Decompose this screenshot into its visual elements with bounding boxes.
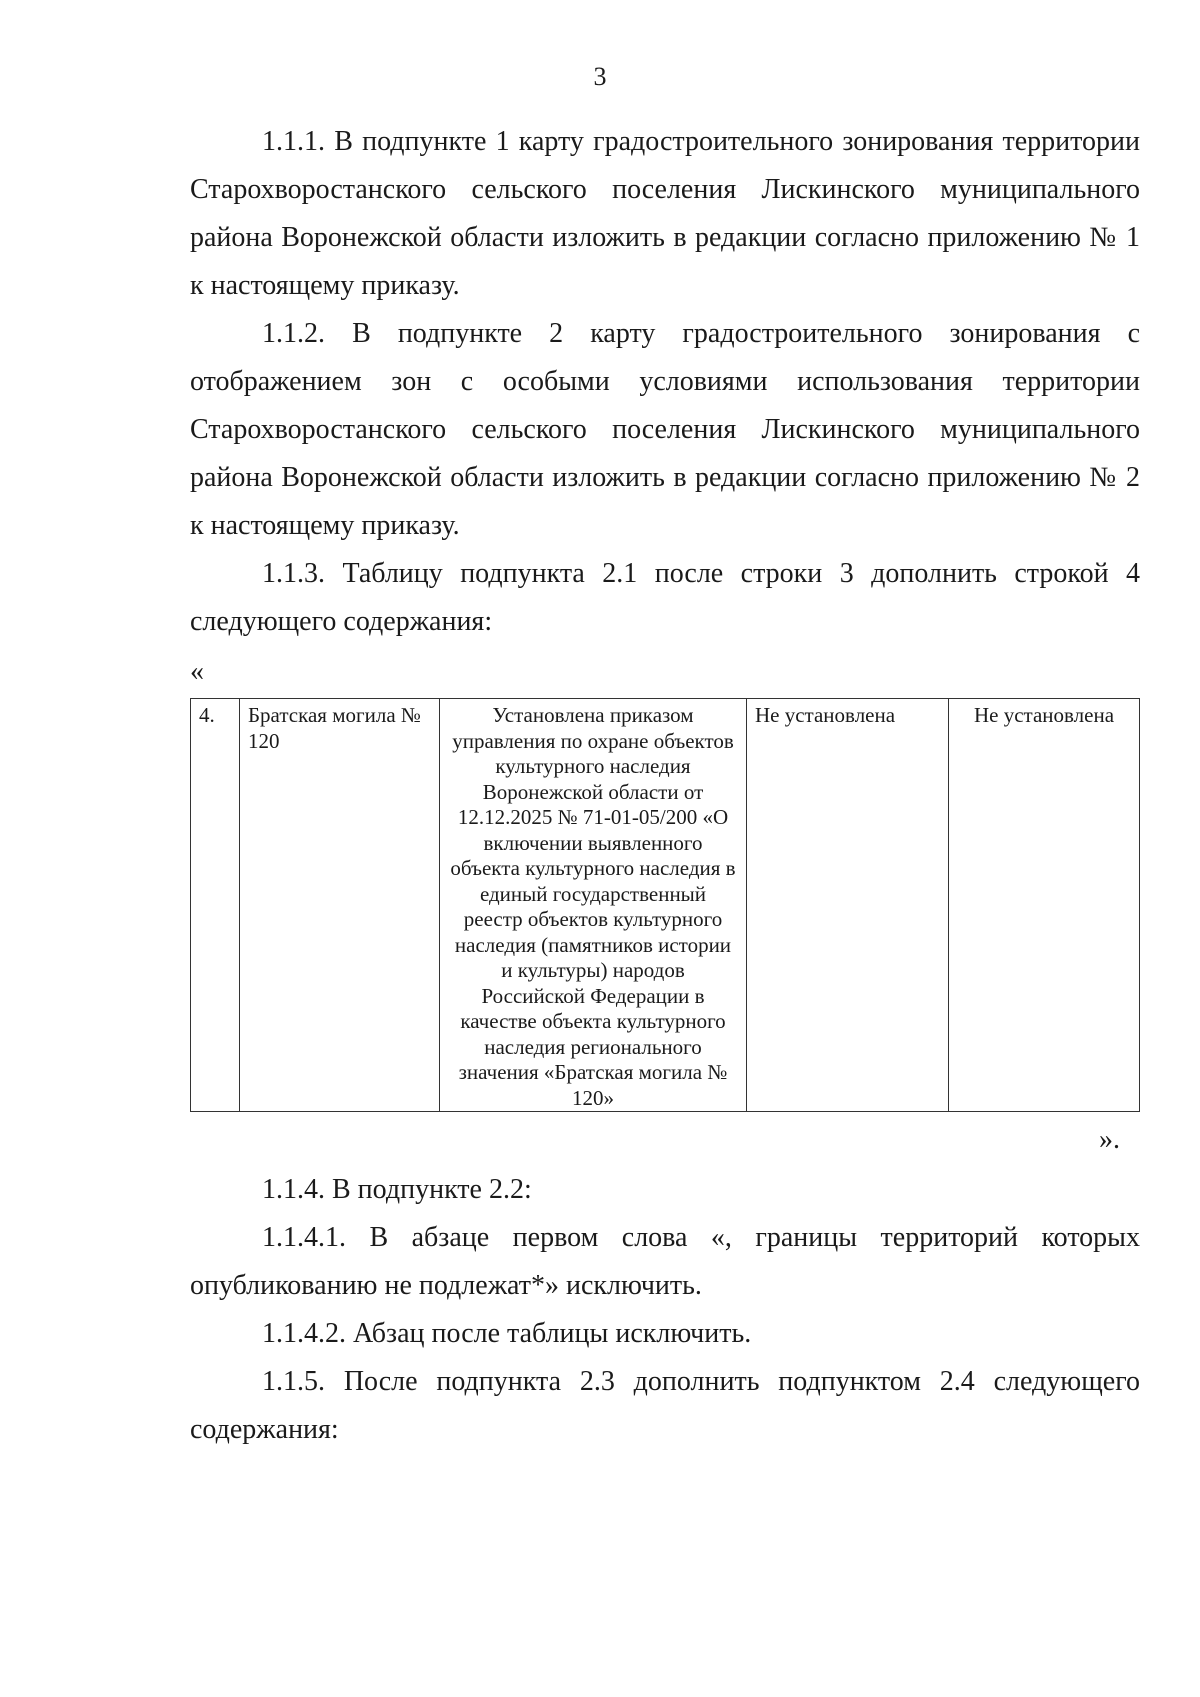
inserted-table [190, 698, 1140, 1112]
table-row [191, 699, 1140, 1112]
document-body [190, 118, 1140, 1454]
cell-col4: Не установлена [747, 699, 949, 1112]
cell-object-name: Братская могила № 120 [240, 699, 440, 1112]
page-number: 3 [593, 62, 607, 91]
paragraph-1-1-1: 1.1.1. В подпункте 1 карту градостроительного зонирования территории Старохворостанского сельского поселения Лискинского муниципального района Воронежской области изложить в редакции согласно приложению № 1 к настоящему приказу. [190, 126, 1140, 301]
opening-quote: « [190, 656, 204, 687]
closing-quote: ». [1099, 1124, 1120, 1155]
paragraph-1-1-5: 1.1.5. После подпункта 2.3 дополнить подпунктом 2.4 следующего содержания: [190, 1366, 1140, 1445]
paragraph-1-1-3: 1.1.3. Таблицу подпункта 2.1 после строки 3 дополнить строкой 4 следующего содержания: [190, 558, 1140, 637]
paragraph-1-1-4-2: 1.1.4.2. Абзац после таблицы исключить. [262, 1318, 752, 1349]
cell-col5: Не установлена [949, 699, 1140, 1112]
paragraph-1-1-4: 1.1.4. В подпункте 2.2: [262, 1174, 532, 1205]
paragraph-1-1-4-1: 1.1.4.1. В абзаце первом слова «, границы территорий которых опубликованию не подлежат*» исключить. [190, 1222, 1140, 1301]
cell-basis: Установлена приказом управления по охране объектов культурного наследия Воронежской области от 12.12.2025 № 71-01-05/200 «О включении выявленного объекта культурного наследия в единый государственный реестр объектов культурного наследия (памятников истории и культуры) народов Российской Федерации в качестве объекта культурного наследия регионального значения «Братская могила № 120» [440, 699, 747, 1112]
cell-number: 4. [191, 699, 240, 1112]
paragraph-1-1-2: 1.1.2. В подпункте 2 карту градостроительного зонирования с отображением зон с особыми условиями использования территории Старохворостанского сельского поселения Лискинского муниципального района Воронежской области изложить в редакции согласно приложению № 2 к настоящему приказу. [190, 318, 1140, 541]
